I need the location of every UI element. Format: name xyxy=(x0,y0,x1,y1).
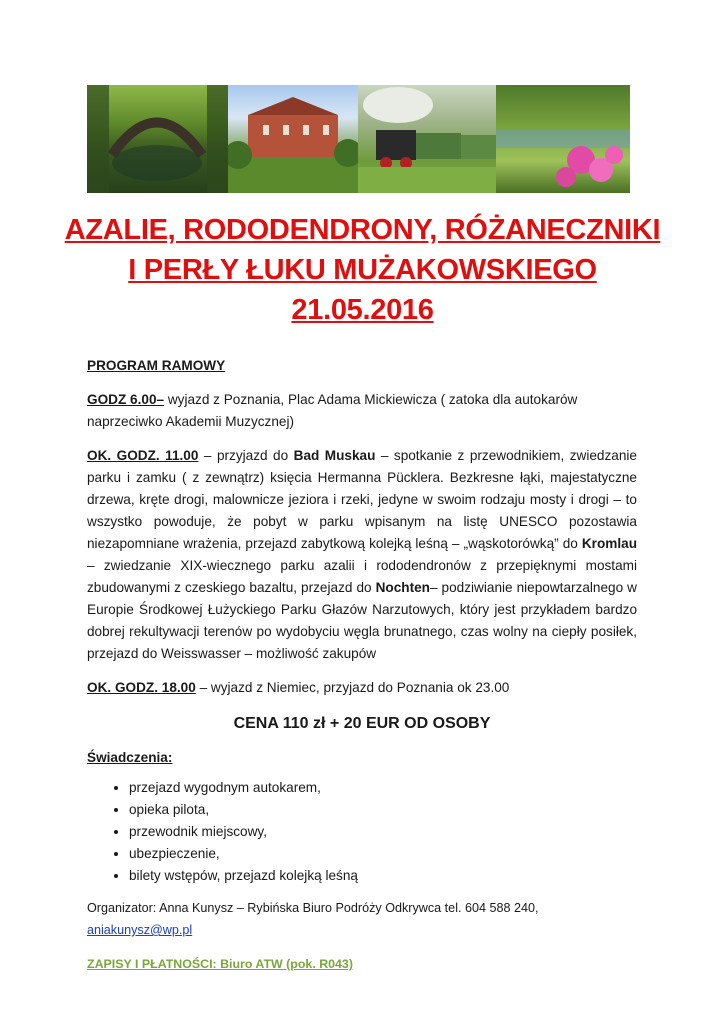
program-item-departure xyxy=(87,389,637,433)
event-title xyxy=(0,210,725,330)
signup-info: ZAPISY I PŁATNOŚCI: Biuro ATW (pok. R043) xyxy=(87,957,353,971)
return-text: – wyjazd z Niemiec, przyjazd do Poznania ok 23.00 xyxy=(195,680,510,695)
title-line-2: I PERŁY ŁUKU MUŻAKOWSKIEGO xyxy=(128,254,597,286)
program-item-visit xyxy=(87,445,637,665)
train-photo xyxy=(358,85,496,193)
benefits-list xyxy=(87,777,637,887)
bad-muskau: Bad Muskau xyxy=(293,448,376,463)
visit-time: OK. GODZ. 11.00 xyxy=(87,448,199,463)
nochten: Nochten xyxy=(375,580,430,595)
benefits-heading: Świadczenia: xyxy=(87,750,173,765)
title-date: 21.05.2016 xyxy=(291,294,434,326)
kromlau: Kromlau xyxy=(581,536,637,551)
header-photo-strip xyxy=(87,85,630,193)
program-heading: PROGRAM RAMOWY xyxy=(87,358,226,373)
return-time: OK. GODZ. 18.00 xyxy=(87,680,196,695)
list-item: • opieka pilota, xyxy=(129,799,637,821)
visit-text-2: – spotkanie z przewodnikiem, zwiedzanie parku i zamku ( z zewnątrz) księcia Hermanna Pücklera. Bezkresne łąki, majestatyczne drzewa, kręte drogi, malownicze jeziora i rzeki, jedyne w swoim rodzaju mosty i drogi – to wszystko powoduje, że pobyt w parku wpisanym na listę UNESCO pozostawia niezapomniane wrażenia, przejazd zabytkową kolejką leśną – „wąskotorówką” do xyxy=(87,448,637,551)
departure-time: GODZ 6.00– xyxy=(87,392,165,407)
title-line-1: AZALIE, RODODENDRONY, RÓŻANECZNIKI xyxy=(64,214,661,246)
price: CENA 110 zł + 20 EUR OD OSOBY xyxy=(233,715,491,732)
list-item: • ubezpieczenie, xyxy=(129,843,637,865)
visit-text-1: – przyjazd do xyxy=(198,448,294,463)
visit-text-4: – podziwianie niepowtarzalnego w Europie Środkowej Łużyckiego Parku Głazów Narzutowych, który jest przykładem bardzo dobrej rekultywacji terenów po wydobyciu węgla brunatnego, czas wolny na ciepły posiłek, przejazd do Weisswasser – możliwość zakupów xyxy=(87,580,637,661)
document-body xyxy=(87,355,637,975)
palace-photo xyxy=(228,85,358,193)
organizer-line xyxy=(87,897,637,941)
visit-text-3: – zwiedzanie XIX-wiecznego parku azalii i rododendronów z przepięknymi mostami zbudowanymi z czeskiego bazaltu, przejazd do xyxy=(87,558,637,595)
list-item: • przejazd wygodnym autokarem, xyxy=(129,777,637,799)
flowers-photo xyxy=(496,85,630,193)
bridge-photo xyxy=(87,85,228,193)
list-item: • przewodnik miejscowy, xyxy=(129,821,637,843)
organizer-text: Organizator: Anna Kunysz – Rybińska Biuro Podróży Odkrywca tel. 604 588 240, xyxy=(87,901,539,915)
organizer-email-link[interactable]: aniakunysz@wp.pl xyxy=(87,923,193,937)
departure-text: wyjazd z Poznania, Plac Adama Mickiewicza ( zatoka dla autokarów naprzeciwko Akademii Muzycznej) xyxy=(87,392,578,429)
list-item: • bilety wstępów, przejazd kolejką leśną xyxy=(129,865,637,887)
program-item-return xyxy=(87,677,637,699)
